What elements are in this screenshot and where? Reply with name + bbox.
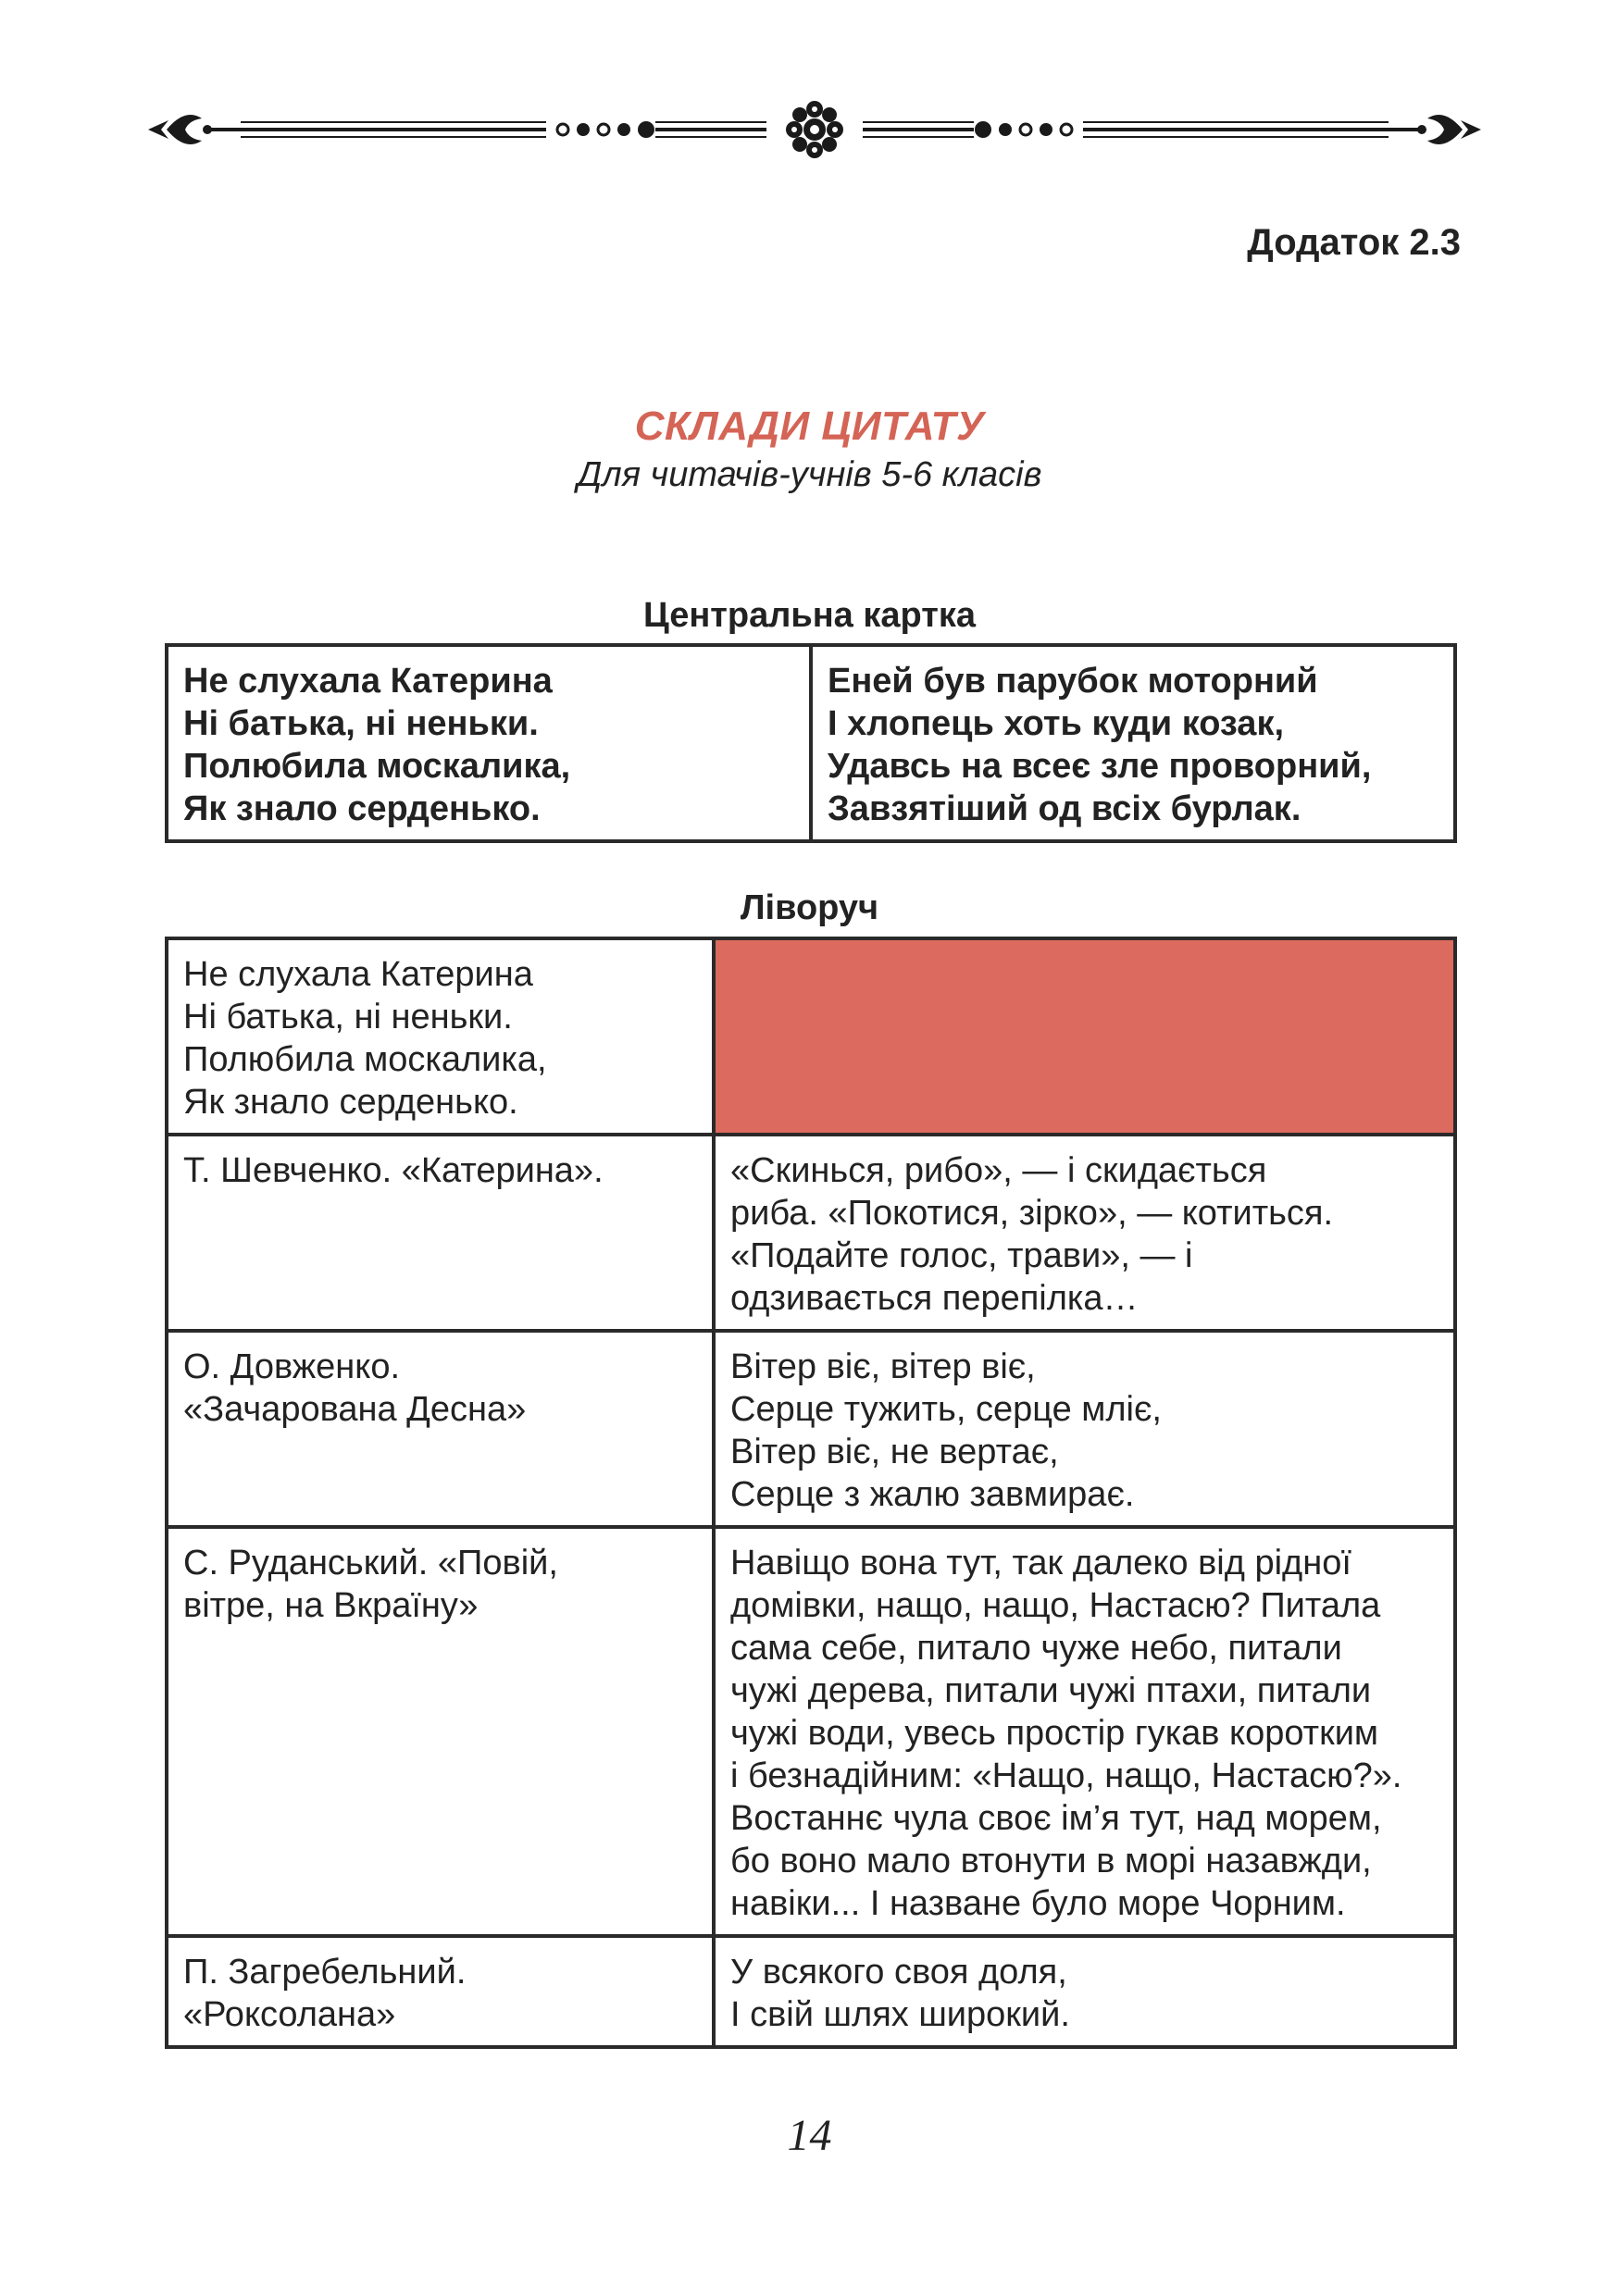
text-line: Еней був парубок моторний: [828, 662, 1318, 701]
text-line: «Скинься, рибо», — і скидається: [730, 1151, 1267, 1190]
text-line: «Роксолана»: [183, 1995, 396, 2034]
text-line: одзивається перепілка…: [730, 1279, 1139, 1318]
table-row: [167, 1936, 1455, 2047]
text-line: Як знало серденько.: [183, 789, 541, 828]
text-line: Вітер віє, вітер віє,: [730, 1347, 1036, 1386]
central-card-cell-left: [167, 645, 811, 841]
table-row: [167, 645, 1455, 841]
text-line: чужі дерева, питали чужі птахи, питали: [730, 1671, 1372, 1710]
text-line: Полюбила москалика,: [183, 1040, 547, 1079]
page-subtitle: Для читачів-учнів 5-6 класів: [577, 455, 1042, 494]
text-line: Завзятіший од всіх бурлак.: [828, 789, 1301, 828]
quote-cell: [714, 1936, 1455, 2047]
table-row: [167, 938, 1455, 1135]
text-line: вітре, на Вкраїну»: [183, 1586, 479, 1625]
text-line: риба. «Покотися, зірко», — котиться.: [730, 1194, 1334, 1233]
text-line: Полюбила москалика,: [183, 747, 571, 786]
page-number: 14: [787, 2111, 832, 2160]
central-card-cell-right: [811, 645, 1455, 841]
text-line: І хлопець хоть куди козак,: [828, 704, 1285, 743]
central-card-table: [165, 643, 1457, 843]
text-line: Серце тужить, серце мліє,: [730, 1390, 1162, 1429]
text-line: Ні батька, ні неньки.: [183, 998, 513, 1036]
text-line: і безнадійним: «Нащо, нащо, Настасю?».: [730, 1756, 1402, 1795]
ornament-divider-icon: [148, 100, 1481, 159]
author-cell: [167, 1331, 714, 1527]
quote-cell: [714, 1331, 1455, 1527]
text-line: І свій шлях широкий.: [730, 1995, 1070, 2034]
quote-cell: [714, 1527, 1455, 1936]
text-line: П. Загребельний.: [183, 1953, 467, 1992]
page-title: СКЛАДИ ЦИТАТУ: [634, 403, 985, 449]
highlighted-empty-cell: [714, 938, 1455, 1135]
text-line: бо воно мало втонути в морі назавжди,: [730, 1842, 1372, 1880]
text-line: Навіщо вона тут, так далеко від рідної: [730, 1544, 1351, 1582]
text-line: домівки, нащо, нащо, Настасю? Питала: [730, 1586, 1381, 1625]
text-line: О. Довженко.: [183, 1347, 401, 1386]
text-line: чужі води, увесь простір гукав коротким: [730, 1714, 1379, 1753]
central-card-heading: Центральна картка: [642, 596, 977, 635]
author-cell: [167, 1527, 714, 1936]
text-line: Вітер віє, не вертає,: [730, 1433, 1059, 1471]
author-cell: [167, 1936, 714, 2047]
left-card-heading: Ліворуч: [740, 888, 879, 927]
table-row: [167, 1331, 1455, 1527]
text-line: «Подайте голос, трави», — і: [730, 1236, 1193, 1275]
text-line: «Зачарована Десна»: [183, 1390, 527, 1429]
text-line: навіки... І назване було море Чорним.: [730, 1884, 1346, 1923]
text-line: Т. Шевченко. «Катерина».: [183, 1151, 604, 1190]
text-line: Не слухала Катерина: [183, 955, 533, 994]
table-row: [167, 1527, 1455, 1936]
table-row: [167, 1135, 1455, 1331]
text-line: Як знало серденько.: [183, 1083, 518, 1122]
quote-cell: [167, 938, 714, 1135]
appendix-label: Додаток 2.3: [1247, 222, 1461, 263]
text-line: сама себе, питало чуже небо, питали: [730, 1629, 1342, 1668]
text-line: Удавсь на всеє зле проворний,: [828, 747, 1372, 786]
text-line: С. Руданський. «Повій,: [183, 1544, 558, 1582]
text-line: Серце з жалю завмирає.: [730, 1475, 1135, 1514]
text-line: Востаннє чула своє ім’я тут, над морем,: [730, 1799, 1382, 1838]
left-card-table: [165, 937, 1457, 2049]
author-cell: [167, 1135, 714, 1331]
quote-cell: [714, 1135, 1455, 1331]
text-line: Не слухала Катерина: [183, 662, 553, 701]
text-line: Ні батька, ні неньки.: [183, 704, 539, 743]
text-line: У всякого своя доля,: [730, 1953, 1067, 1992]
